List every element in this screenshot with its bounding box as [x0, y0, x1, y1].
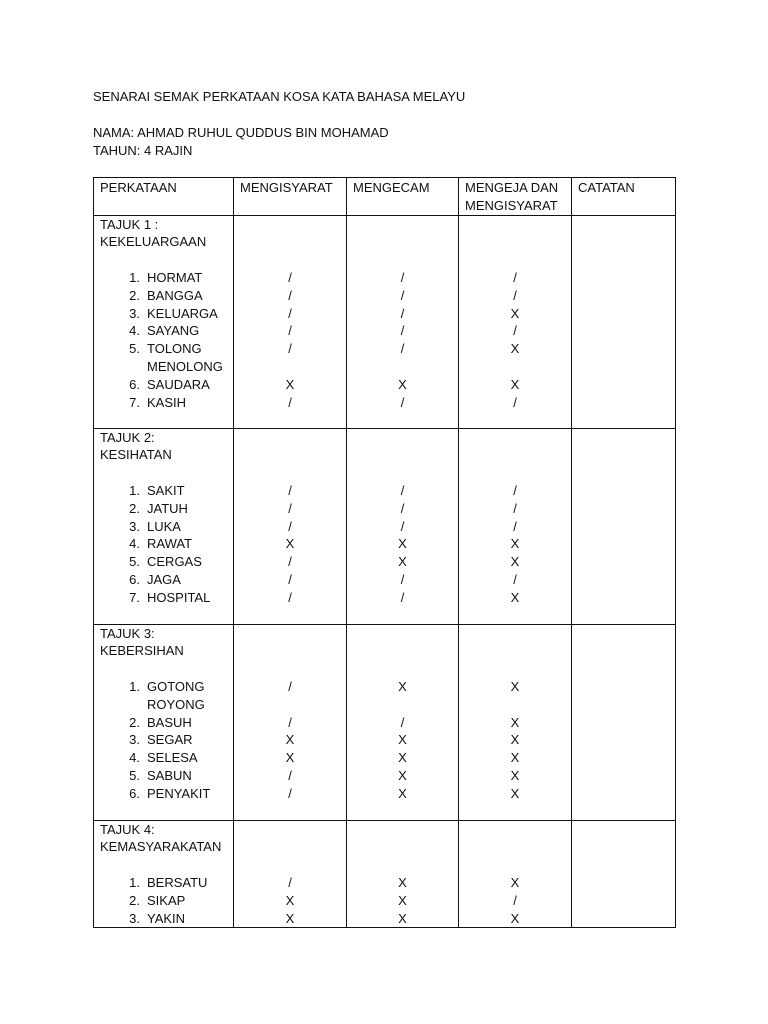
item-number: 1. — [129, 678, 140, 694]
check-mark: / — [513, 287, 517, 303]
check-mark: / — [400, 323, 405, 339]
marks-cell-mengeja-dan-mengisyarat — [459, 820, 572, 928]
list-item — [100, 340, 227, 376]
list-item — [100, 305, 227, 323]
list-item — [100, 910, 227, 928]
check-mark: X — [510, 785, 520, 801]
check-mark: X — [510, 554, 520, 570]
check-mark: / — [288, 287, 292, 303]
item-word: BERSATU — [147, 874, 208, 890]
check-mark: X — [510, 536, 520, 552]
list-item — [100, 785, 227, 803]
topic-row — [94, 820, 676, 928]
list-item — [100, 269, 227, 287]
check-mark: X — [510, 376, 520, 392]
marks-cell-mengisyarat — [234, 215, 347, 428]
item-word: SEGAR — [147, 732, 193, 748]
check-mark: / — [288, 518, 292, 534]
topic-words-cell — [94, 428, 234, 624]
column-header-mengisyarat: MENGISYARAT — [234, 178, 347, 216]
item-number: 7. — [129, 589, 140, 605]
column-header-mengecam: MENGECAM — [347, 178, 459, 216]
check-mark: / — [288, 678, 292, 694]
item-word: SAKIT — [147, 482, 185, 498]
check-mark: / — [400, 482, 405, 498]
check-mark: X — [398, 750, 407, 766]
word-list — [100, 269, 227, 411]
item-word: JAGA — [147, 571, 181, 587]
topic-words-cell — [94, 624, 234, 820]
check-mark: X — [510, 305, 520, 321]
topic-title: TAJUK 3: KEBERSIHAN — [100, 625, 184, 659]
check-mark: / — [400, 305, 405, 321]
marks-cell-mengecam — [347, 428, 459, 624]
document-title: SENARAI SEMAK PERKATAAN KOSA KATA BAHASA MELAYU — [93, 89, 466, 104]
list-item — [100, 553, 227, 571]
list-item — [100, 874, 227, 892]
check-mark: / — [288, 554, 292, 570]
column-header-perkataan: PERKATAAN — [94, 178, 234, 216]
check-mark: / — [400, 589, 405, 605]
table-header-row — [94, 178, 676, 216]
item-number: 3. — [129, 305, 140, 321]
item-number: 4. — [129, 323, 140, 339]
item-number: 1. — [129, 269, 140, 285]
check-mark: X — [398, 767, 407, 783]
item-number: 5. — [129, 554, 140, 570]
check-mark: X — [510, 874, 520, 890]
item-number: 1. — [129, 874, 140, 890]
check-mark: / — [400, 500, 405, 516]
item-number: 2. — [129, 500, 140, 516]
item-number: 3. — [129, 910, 140, 926]
item-word: KELUARGA — [147, 305, 218, 321]
check-mark: X — [285, 750, 295, 766]
check-mark: / — [400, 394, 405, 410]
list-item — [100, 287, 227, 305]
marks-cell-mengeja-dan-mengisyarat — [459, 428, 572, 624]
check-mark: / — [513, 518, 517, 534]
item-word: SABUN — [147, 767, 192, 783]
check-mark: / — [288, 341, 292, 357]
list-item — [100, 500, 227, 518]
list-item — [100, 535, 227, 553]
check-mark: / — [288, 785, 292, 801]
list-item — [100, 394, 227, 412]
check-mark: X — [510, 910, 520, 926]
list-item — [100, 767, 227, 785]
check-mark: X — [510, 589, 520, 605]
check-mark: / — [400, 269, 405, 285]
item-number: 6. — [129, 571, 140, 587]
list-item — [100, 678, 227, 714]
list-item — [100, 589, 227, 607]
item-word: SAYANG — [147, 323, 200, 339]
check-mark: / — [288, 874, 292, 890]
check-mark: / — [288, 500, 292, 516]
check-mark: / — [400, 287, 405, 303]
topic-title: TAJUK 2: KESIHATAN — [100, 429, 172, 463]
marks-cell-mengecam — [347, 820, 459, 928]
item-word: BASUH — [147, 714, 192, 730]
check-mark: / — [288, 589, 292, 605]
column-header-catatan: CATATAN — [572, 178, 676, 216]
item-word: LUKA — [147, 518, 181, 534]
list-item — [100, 892, 227, 910]
student-year: TAHUN: 4 RAJIN — [93, 143, 193, 158]
check-mark: X — [398, 892, 407, 908]
marks-cell-mengisyarat — [234, 428, 347, 624]
topic-title: TAJUK 4: KEMASYARAKATAN — [100, 821, 222, 855]
check-mark: / — [513, 323, 517, 339]
item-number: 1. — [129, 482, 140, 498]
notes-cell — [572, 820, 676, 928]
marks-cell-mengecam — [347, 624, 459, 820]
topic-words-cell — [94, 820, 234, 928]
checklist-table — [93, 177, 676, 928]
check-mark: / — [400, 518, 405, 534]
check-mark: X — [398, 554, 407, 570]
check-mark: / — [288, 394, 292, 410]
item-number: 7. — [129, 394, 140, 410]
notes-cell — [572, 624, 676, 820]
check-mark: X — [285, 376, 295, 392]
check-mark: X — [510, 750, 520, 766]
item-word: RAWAT — [147, 536, 193, 552]
check-mark: X — [510, 732, 520, 748]
item-word: BANGGA — [147, 287, 203, 303]
item-word: CERGAS — [147, 554, 202, 570]
check-mark: X — [398, 536, 407, 552]
check-mark: / — [288, 714, 292, 730]
item-number: 3. — [129, 732, 140, 748]
check-mark: X — [285, 910, 295, 926]
check-mark: / — [400, 714, 405, 730]
item-number: 5. — [129, 767, 140, 783]
notes-cell — [572, 215, 676, 428]
item-word: PENYAKIT — [147, 785, 211, 801]
item-word: SIKAP — [147, 892, 186, 908]
list-item — [100, 731, 227, 749]
check-mark: / — [513, 394, 517, 410]
item-number: 6. — [129, 785, 140, 801]
topic-row — [94, 624, 676, 820]
marks-cell-mengecam — [347, 215, 459, 428]
list-item — [100, 571, 227, 589]
check-mark: X — [398, 910, 407, 926]
check-mark: / — [400, 341, 405, 357]
marks-cell-mengeja-dan-mengisyarat — [459, 624, 572, 820]
marks-cell-mengisyarat — [234, 820, 347, 928]
check-mark: / — [513, 571, 517, 587]
check-mark: / — [513, 269, 517, 285]
marks-cell-mengisyarat — [234, 624, 347, 820]
check-mark: / — [400, 571, 405, 587]
marks-cell-mengeja-dan-mengisyarat — [459, 215, 572, 428]
item-number: 4. — [129, 750, 140, 766]
item-number: 5. — [129, 341, 140, 357]
check-mark: / — [288, 323, 292, 339]
check-mark: / — [513, 500, 517, 516]
list-item — [100, 376, 227, 394]
check-mark: X — [285, 892, 295, 908]
item-word: HORMAT — [147, 269, 203, 285]
item-number: 4. — [129, 536, 140, 552]
topic-row — [94, 428, 676, 624]
list-item — [100, 749, 227, 767]
list-item — [100, 322, 227, 340]
check-mark: / — [513, 482, 517, 498]
item-word: GOTONG ROYONG — [147, 678, 205, 712]
topic-words-cell — [94, 215, 234, 428]
list-item — [100, 482, 227, 500]
notes-cell — [572, 428, 676, 624]
word-list — [100, 482, 227, 607]
item-number: 3. — [129, 518, 140, 534]
list-item — [100, 714, 227, 732]
word-list — [100, 874, 227, 927]
item-number: 2. — [129, 892, 140, 908]
student-name: NAMA: AHMAD RUHUL QUDDUS BIN MOHAMAD — [93, 125, 389, 140]
check-mark: X — [398, 732, 407, 748]
column-header-mengeja-dan-mengisyarat: MENGEJA DAN MENGISYARAT — [459, 178, 572, 216]
item-number: 2. — [129, 287, 140, 303]
check-mark: X — [398, 874, 407, 890]
check-mark: / — [288, 269, 292, 285]
check-mark: X — [510, 714, 520, 730]
check-mark: X — [510, 678, 520, 694]
item-word: YAKIN — [147, 910, 186, 926]
check-mark: / — [288, 767, 292, 783]
check-mark: X — [398, 678, 407, 694]
item-word: SELESA — [147, 750, 198, 766]
topic-title: TAJUK 1 : KEKELUARGAAN — [100, 216, 207, 250]
check-mark: X — [285, 536, 295, 552]
item-word: JATUH — [147, 500, 188, 516]
item-number: 2. — [129, 714, 140, 730]
check-mark: X — [285, 732, 295, 748]
item-number: 6. — [129, 376, 140, 392]
item-word: SAUDARA — [147, 376, 210, 392]
check-mark: X — [510, 341, 520, 357]
check-mark: / — [288, 305, 292, 321]
item-word: HOSPITAL — [147, 589, 211, 605]
check-mark: X — [510, 767, 520, 783]
item-word: TOLONG MENOLONG — [147, 341, 223, 374]
check-mark: / — [288, 571, 292, 587]
topic-row — [94, 215, 676, 428]
word-list — [100, 678, 227, 803]
check-mark: X — [398, 376, 407, 392]
check-mark: / — [288, 482, 292, 498]
check-mark: / — [513, 892, 517, 908]
check-mark: X — [398, 785, 407, 801]
list-item — [100, 518, 227, 536]
item-word: KASIH — [147, 394, 187, 410]
